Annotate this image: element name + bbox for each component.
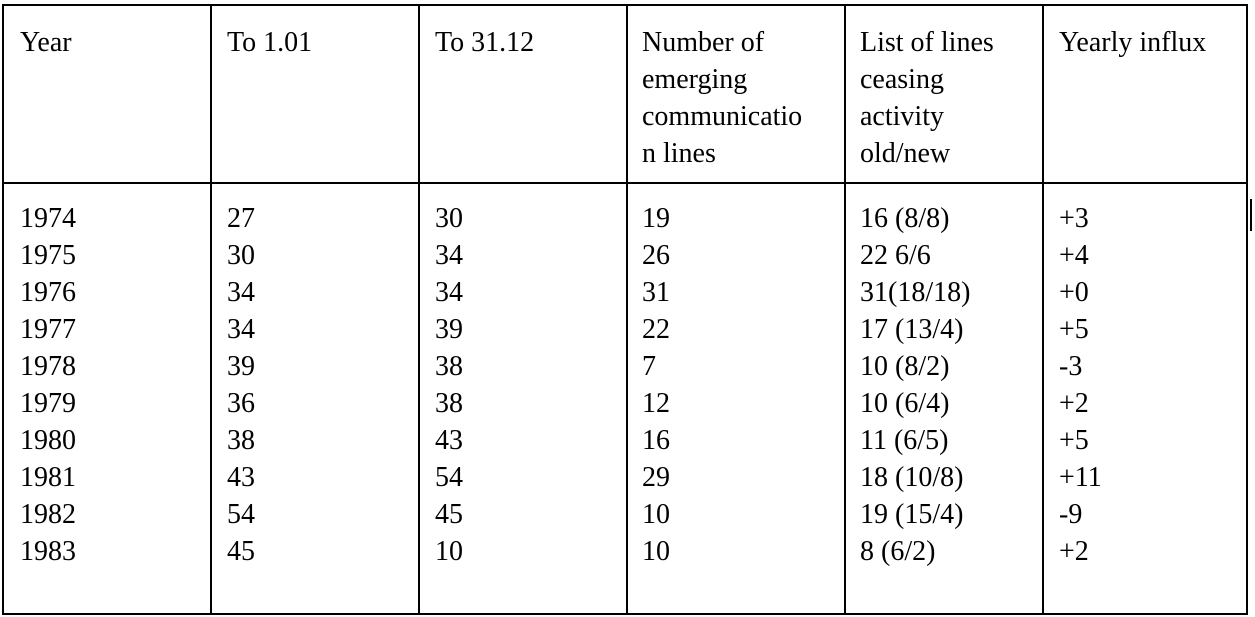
- table-cell: 1983: [20, 536, 76, 567]
- table-cell: 45: [435, 499, 463, 530]
- table-cell: 1977: [20, 314, 76, 345]
- header-line: List of lines: [860, 27, 994, 58]
- header-line: activity: [860, 101, 944, 132]
- header-line: Number of: [642, 27, 765, 58]
- column-yearly-influx: [1059, 200, 1102, 570]
- table-cell: 18 (10/8): [860, 462, 964, 493]
- header-line: emerging: [642, 64, 748, 95]
- table-cell: 1980: [20, 425, 76, 456]
- table-cell: 10 (8/2): [860, 351, 950, 382]
- table-cell: 12: [642, 388, 670, 419]
- table-cell: 22: [642, 314, 670, 345]
- table-cell: +4: [1059, 240, 1089, 271]
- column-divider: [210, 6, 212, 613]
- table-cell: +2: [1059, 388, 1089, 419]
- header-emerging-lines: [642, 24, 802, 172]
- table-cell: 7: [642, 351, 656, 382]
- table-cell: 11 (6/5): [860, 425, 949, 456]
- table-cell: 31: [642, 277, 670, 308]
- table-cell: 34: [435, 240, 463, 271]
- text-cursor: [1250, 199, 1252, 231]
- table-cell: 10: [435, 536, 463, 567]
- column-to-dec: [435, 200, 463, 570]
- table-cell: 36: [227, 388, 255, 419]
- table-cell: 43: [227, 462, 255, 493]
- table-cell: 22 6/6: [860, 240, 931, 271]
- table-cell: 45: [227, 536, 255, 567]
- header-to-jan: [227, 24, 312, 61]
- table-cell: 1976: [20, 277, 76, 308]
- table-cell: 1979: [20, 388, 76, 419]
- column-divider: [844, 6, 846, 613]
- table-cell: 38: [227, 425, 255, 456]
- header-divider: [4, 182, 1246, 184]
- table-cell: +3: [1059, 203, 1089, 234]
- column-divider: [418, 6, 420, 613]
- header-line: To 31.12: [435, 27, 535, 58]
- table-cell: 1982: [20, 499, 76, 530]
- table-cell: 16: [642, 425, 670, 456]
- column-ceasing-lines: [860, 200, 970, 570]
- table-cell: 1975: [20, 240, 76, 271]
- header-to-dec: [435, 24, 534, 61]
- table-cell: 30: [435, 203, 463, 234]
- header-line: old/new: [860, 138, 951, 169]
- table-cell: -9: [1059, 499, 1083, 530]
- table-cell: 10: [642, 536, 670, 567]
- table-cell: 17 (13/4): [860, 314, 964, 345]
- table-cell: +11: [1059, 462, 1102, 493]
- column-divider: [626, 6, 628, 613]
- table-cell: 34: [227, 277, 255, 308]
- table-cell: 8 (6/2): [860, 536, 936, 567]
- header-line: Yearly influx: [1059, 27, 1207, 58]
- table-cell: 43: [435, 425, 463, 456]
- column-to-jan: [227, 200, 255, 570]
- table-cell: 54: [227, 499, 255, 530]
- header-line: n lines: [642, 138, 716, 169]
- header-year: [20, 24, 72, 61]
- table-cell: 10: [642, 499, 670, 530]
- table-cell: 19 (15/4): [860, 499, 964, 530]
- column-divider: [1042, 6, 1044, 613]
- table-cell: 1978: [20, 351, 76, 382]
- table-cell: 39: [435, 314, 463, 345]
- data-table: [2, 4, 1248, 615]
- table-cell: 29: [642, 462, 670, 493]
- header-ceasing-lines: [860, 24, 994, 172]
- table-cell: +5: [1059, 314, 1089, 345]
- table-cell: 39: [227, 351, 255, 382]
- table-cell: 26: [642, 240, 670, 271]
- table-cell: 19: [642, 203, 670, 234]
- column-year: [20, 200, 76, 570]
- header-line: communicatio: [642, 101, 803, 132]
- column-emerging-lines: [642, 200, 670, 570]
- table-cell: 34: [227, 314, 255, 345]
- table-cell: -3: [1059, 351, 1083, 382]
- header-yearly-influx: [1059, 24, 1206, 61]
- table-cell: 10 (6/4): [860, 388, 950, 419]
- table-cell: 38: [435, 351, 463, 382]
- table-cell: 27: [227, 203, 255, 234]
- header-line: ceasing: [860, 64, 944, 95]
- table-cell: 31(18/18): [860, 277, 971, 308]
- header-line: To 1.01: [227, 27, 313, 58]
- header-line: Year: [20, 27, 72, 58]
- table-cell: +5: [1059, 425, 1089, 456]
- table-cell: 16 (8/8): [860, 203, 950, 234]
- table-cell: 34: [435, 277, 463, 308]
- table-cell: 1981: [20, 462, 76, 493]
- table-cell: 38: [435, 388, 463, 419]
- table-cell: 54: [435, 462, 463, 493]
- table-cell: 1974: [20, 203, 76, 234]
- table-cell: +2: [1059, 536, 1089, 567]
- table-cell: 30: [227, 240, 255, 271]
- table-cell: +0: [1059, 277, 1089, 308]
